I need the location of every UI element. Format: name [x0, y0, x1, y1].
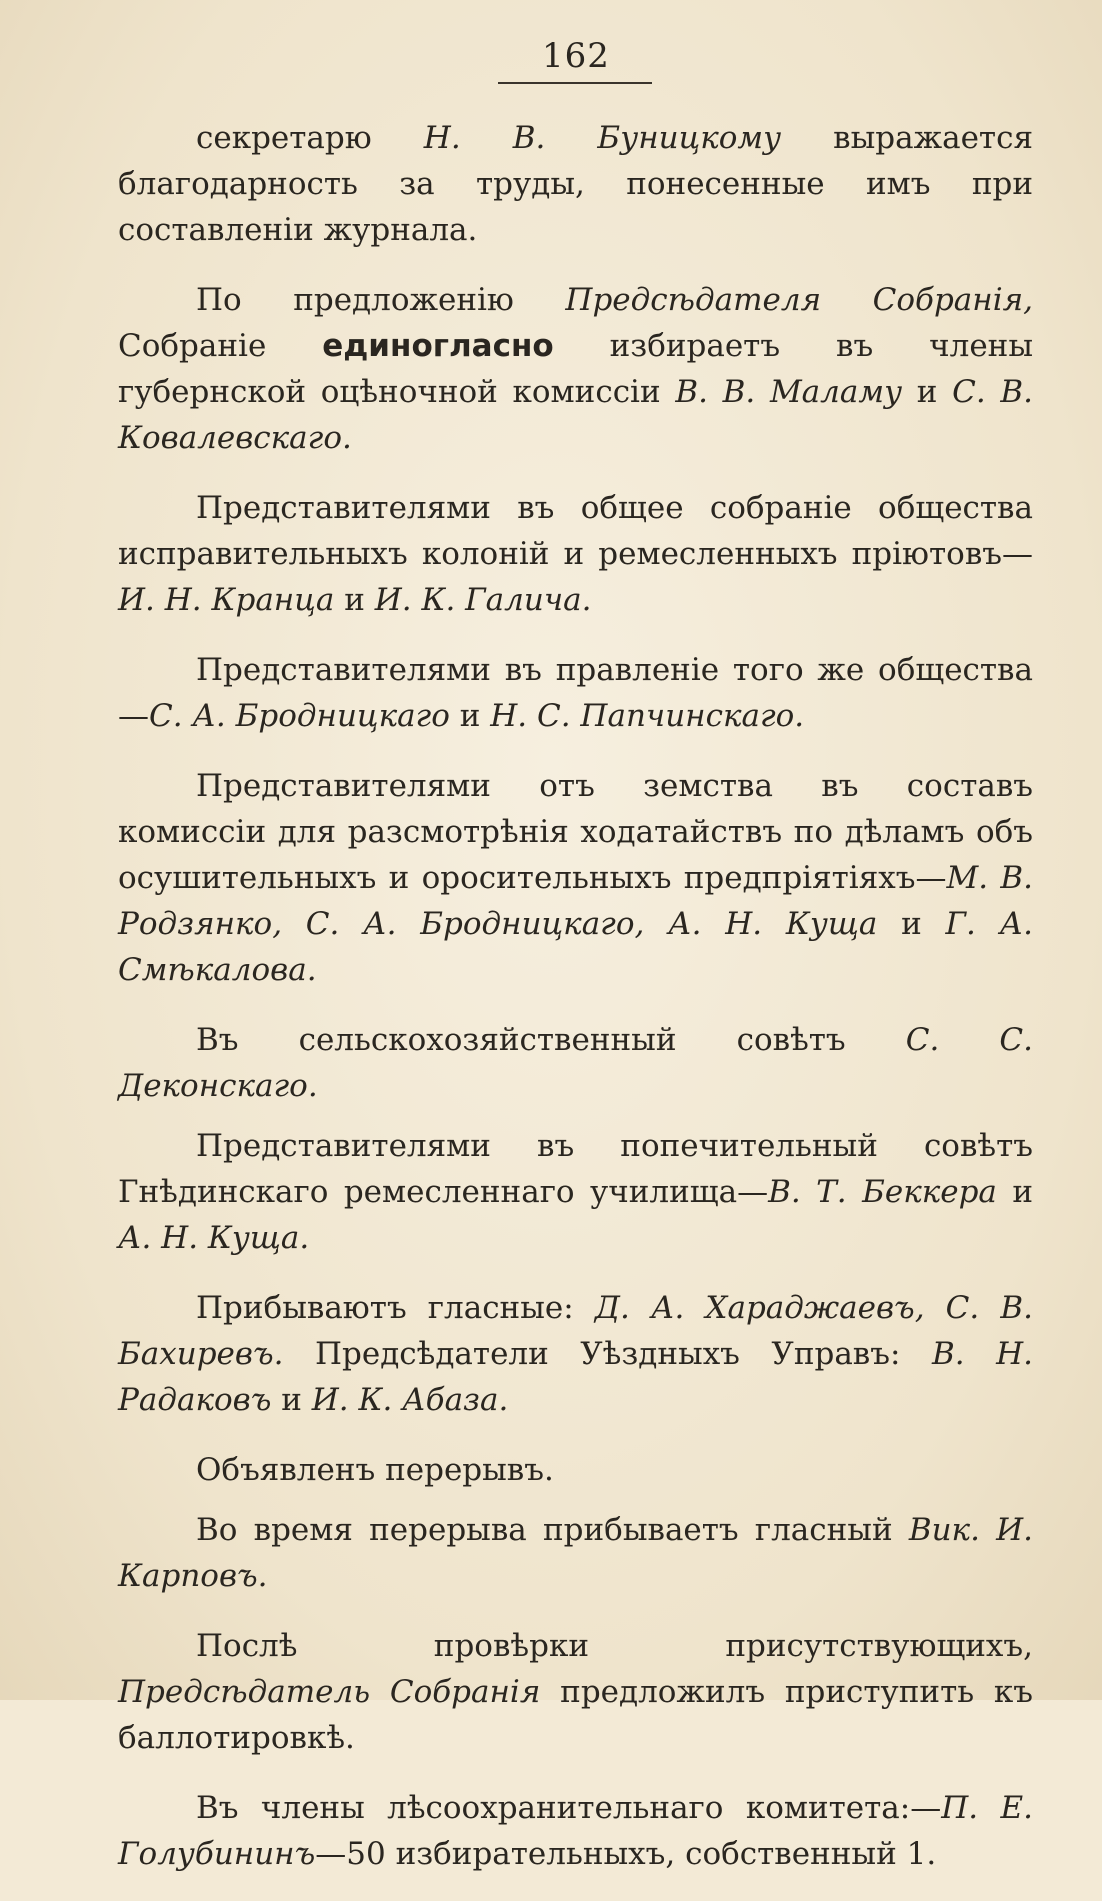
paragraph: [118, 647, 1033, 739]
paragraph: [118, 1123, 1033, 1261]
italic-name: В. Н. Радаковъ: [118, 1336, 1033, 1418]
italic-name: Н. С. Папчинскаго.: [490, 698, 805, 734]
text-run: Собраніе: [118, 328, 323, 364]
text-run: —50 избирательныхъ, собственный 1.: [315, 1836, 937, 1872]
text-run: Предсѣдатели Уѣздныхъ Управъ:: [283, 1336, 932, 1372]
italic-name: И. К. Абаза.: [311, 1382, 509, 1418]
text-run: и: [996, 1174, 1034, 1210]
italic-name: Предсѣдатель Собранія: [118, 1674, 541, 1710]
paragraph: [118, 1785, 1033, 1877]
paragraph: [118, 1507, 1033, 1599]
text-run: Объявленъ перерывъ.: [196, 1452, 554, 1488]
text-run: выражается благодарность за труды, понесенные имъ при составленіи журнала.: [118, 120, 1033, 248]
text-run: Представителями въ попечительный совѣтъ Гнѣдинскаго ремесленнаго училища—: [118, 1128, 1033, 1210]
italic-name: С. А. Бродницкаго: [149, 698, 450, 734]
text-run: Представителями въ правленіе того же общества —: [118, 652, 1033, 734]
paragraph: [118, 115, 1033, 253]
italic-name: И. К. Галича.: [374, 582, 592, 618]
text-run: и: [449, 698, 491, 734]
bold-word: единогласно: [322, 328, 554, 364]
paragraph: [118, 1447, 1033, 1493]
text-run: и: [334, 582, 375, 618]
italic-name: Н. В. Буницкому: [423, 120, 782, 156]
page-number: 162: [542, 36, 610, 76]
text-run: и: [902, 374, 953, 410]
text-run: Прибываютъ гласные:: [196, 1290, 595, 1326]
text-run: Послѣ провѣрки присутствующихъ,: [196, 1628, 1033, 1664]
paragraph: [118, 1285, 1033, 1423]
text-run: и: [877, 906, 946, 942]
paragraph: [118, 485, 1033, 623]
text-run: Во время перерыва прибываетъ гласный: [196, 1512, 909, 1548]
text-run: секретарю: [196, 120, 424, 156]
text-run: По предложенію: [196, 282, 566, 318]
italic-name: И. Н. Кранца: [118, 582, 335, 618]
italic-name: В. В. Маламу: [675, 374, 903, 410]
paragraph: [118, 277, 1033, 461]
text-run: предложилъ приступить къ баллотировкѣ.: [118, 1674, 1033, 1756]
italic-name: В. Т. Беккера: [768, 1174, 997, 1210]
header-rule: [498, 82, 652, 84]
italic-name: Вик. И. Карповъ.: [118, 1512, 1034, 1594]
text-run: Представителями въ общее собраніе общества исправительныхъ колоній и ремесленныхъ пріютовъ—: [118, 490, 1033, 572]
italic-name: С. С. Деконскаго.: [118, 1022, 1033, 1104]
paragraph: [118, 1623, 1033, 1761]
body-text: [118, 115, 1033, 1901]
italic-name: Д. А. Хараджаевъ, С. В. Бахиревъ.: [118, 1290, 1033, 1372]
italic-name: П. Е. Голубининъ: [118, 1790, 1033, 1872]
paragraph: [118, 1017, 1033, 1109]
text-run: Въ сельскохозяйственный совѣтъ: [196, 1022, 906, 1058]
italic-name: Предсѣдателя Собранія,: [565, 282, 1033, 318]
text-run: Представителями отъ земства въ составъ комиссіи для разсмотрѣнія ходатайствъ по дѣламъ объ осушительныхъ и оросительныхъ предпріятіяхъ—: [118, 768, 1033, 896]
italic-name: С. В. Ковалевскаго.: [118, 374, 1033, 456]
text-run: Въ члены лѣсоохранительнаго комитета:—: [196, 1790, 942, 1826]
italic-name: Г. А. Смѣкалова.: [118, 906, 1033, 988]
text-run: и: [271, 1382, 312, 1418]
text-run: избираетъ въ члены губернской оцѣночной комиссіи: [118, 328, 1033, 410]
paragraph: [118, 763, 1033, 993]
italic-name: А. Н. Куща.: [118, 1220, 310, 1256]
italic-name: М. В. Родзянко, С. А. Бродницкаго, А. Н. Куща: [118, 860, 1033, 942]
